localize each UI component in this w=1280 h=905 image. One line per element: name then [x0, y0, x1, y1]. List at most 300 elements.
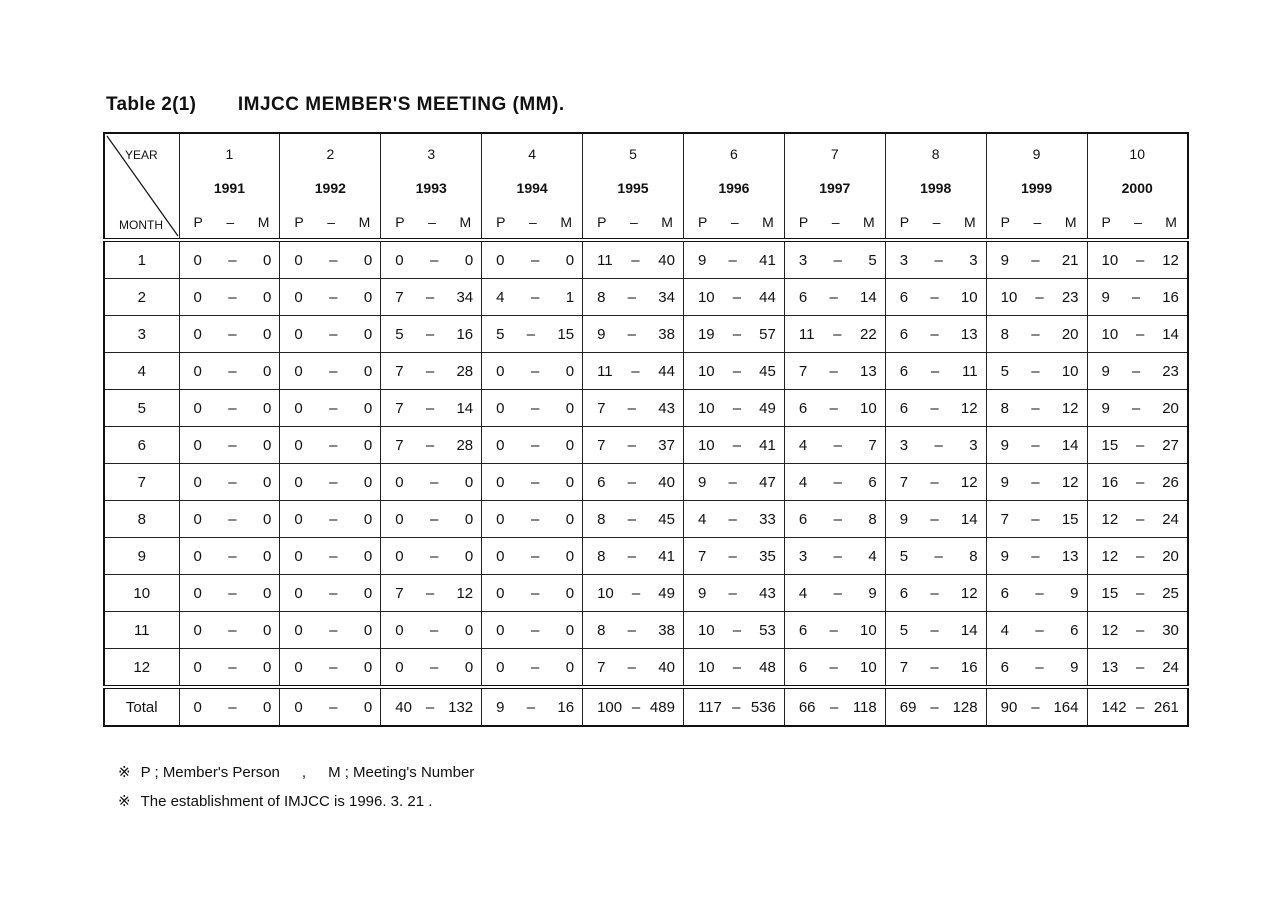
month-label: 1 [104, 240, 179, 279]
pm-cell [986, 575, 1087, 612]
pm-cell [784, 575, 885, 612]
dash: – [228, 325, 237, 343]
m-value: 14 [1061, 436, 1079, 454]
pm-cell [784, 390, 885, 427]
pm-cell [482, 390, 583, 427]
pm-cell [280, 649, 381, 688]
p-value: 0 [496, 251, 505, 269]
dash: – [1136, 251, 1145, 269]
p-value: 0 [294, 436, 303, 454]
dash: – [425, 698, 435, 716]
m-value: 128 [952, 698, 978, 716]
dash: – [1031, 325, 1040, 343]
year-value: 1997 [819, 180, 851, 196]
year-value: 1996 [718, 180, 750, 196]
dash: – [530, 473, 540, 491]
p-value: 7 [395, 399, 404, 417]
p-value: 40 [395, 698, 412, 716]
pm-subheader [280, 214, 380, 232]
p-label: P [496, 214, 506, 230]
m-value: 37 [658, 436, 675, 454]
p-value: 0 [193, 584, 202, 602]
table-row [104, 649, 1188, 688]
year-index: 3 [427, 146, 436, 162]
dash: – [631, 584, 641, 602]
dash: – [627, 547, 636, 565]
pm-cell [583, 390, 684, 427]
p-value: 9 [1101, 288, 1110, 306]
p-value: 0 [496, 547, 505, 565]
year-index: 2 [326, 146, 335, 162]
month-axis-label: MONTH [119, 218, 163, 232]
p-value: 11 [798, 325, 815, 343]
p-value: 0 [496, 399, 505, 417]
pm-cell [583, 464, 684, 501]
footnote-text: The establishment of IMJCC is 1996. 3. 21 . [140, 793, 433, 810]
pm-cell [482, 316, 583, 353]
pm-cell [986, 687, 1087, 726]
m-value: 12 [456, 584, 474, 602]
table-row [104, 612, 1188, 649]
dash: – [1035, 288, 1044, 306]
dash: – [530, 547, 540, 565]
year-index: 10 [1129, 146, 1145, 162]
p-value: 8 [1000, 399, 1009, 417]
m-value: 16 [557, 698, 575, 716]
m-value: 43 [759, 584, 776, 602]
p-value: 69 [899, 698, 917, 716]
pm-cell [784, 501, 885, 538]
pm-cell [986, 240, 1087, 279]
dash: – [934, 436, 943, 454]
pm-cell [381, 464, 482, 501]
p-value: 9 [597, 325, 606, 343]
p-value: 0 [193, 510, 202, 528]
m-value: 12 [1162, 251, 1179, 269]
pm-cell [280, 390, 381, 427]
p-value: 5 [395, 325, 404, 343]
m-value: 8 [969, 547, 978, 565]
dash: – [829, 621, 838, 639]
dash: – [728, 510, 737, 528]
m-value: 0 [565, 436, 575, 454]
p-label: P [294, 214, 304, 230]
p-value: 9 [1101, 362, 1110, 380]
total-row [104, 687, 1188, 726]
p-label: P [395, 214, 405, 230]
footnote-text: , [301, 764, 307, 781]
p-label: P [1101, 214, 1111, 230]
p-value: 6 [798, 510, 808, 528]
p-value: 6 [798, 658, 808, 676]
m-value: 11 [962, 362, 978, 380]
pm-cell [784, 316, 885, 353]
pm-subheader [684, 214, 784, 232]
pm-cell [381, 240, 482, 279]
p-value: 5 [899, 621, 909, 639]
dash: – [728, 251, 737, 269]
m-value: 40 [658, 251, 675, 269]
pm-cell [885, 687, 986, 726]
pm-cell [179, 612, 280, 649]
m-value: 1 [565, 288, 575, 306]
corner-header-cell [104, 133, 179, 240]
pm-cell [1087, 464, 1188, 501]
p-value: 7 [899, 473, 909, 491]
p-value: 0 [294, 510, 303, 528]
year-header-cell [986, 133, 1087, 240]
year-header-cell [381, 133, 482, 240]
pm-cell [784, 649, 885, 688]
pm-cell [482, 240, 583, 279]
p-label: P [697, 214, 708, 230]
pm-cell [986, 501, 1087, 538]
p-value: 4 [697, 510, 707, 528]
dash: – [425, 288, 435, 306]
dash: – [425, 399, 435, 417]
table-row [104, 353, 1188, 390]
dash: – [627, 658, 636, 676]
dash: – [934, 251, 943, 269]
m-value: 30 [1162, 621, 1179, 639]
dash: – [631, 251, 640, 269]
pm-cell [179, 464, 280, 501]
table-row [104, 538, 1188, 575]
pm-cell [583, 353, 684, 390]
m-value: 43 [658, 399, 675, 417]
p-value: 0 [395, 251, 404, 269]
reference-mark-icon: ※ [118, 764, 131, 781]
year-value: 1991 [213, 180, 246, 196]
year-value: 1998 [920, 180, 952, 196]
p-value: 7 [395, 288, 404, 306]
p-value: 0 [294, 584, 303, 602]
pm-cell [1087, 538, 1188, 575]
m-value: 24 [1162, 658, 1179, 676]
m-value: 3 [969, 251, 978, 269]
dash: – [930, 584, 939, 602]
pm-cell [179, 240, 280, 279]
m-value: 35 [759, 547, 776, 565]
m-value: 132 [448, 698, 474, 716]
p-value: 12 [1101, 547, 1119, 565]
m-value: 13 [1061, 547, 1079, 565]
p-value: 10 [697, 399, 715, 417]
dash: – [329, 251, 338, 269]
year-index: 7 [830, 146, 839, 162]
dash: – [1031, 510, 1040, 528]
pm-cell [280, 427, 381, 464]
m-value: 0 [565, 362, 575, 380]
m-value: 49 [658, 584, 675, 602]
p-value: 0 [294, 325, 303, 343]
pm-cell [381, 575, 482, 612]
dash: – [228, 547, 237, 565]
m-value: 0 [263, 436, 272, 454]
month-label: 6 [104, 427, 179, 464]
p-value: 9 [697, 251, 707, 269]
dash: – [627, 399, 636, 417]
m-value: 0 [363, 436, 373, 454]
dash: – [732, 399, 742, 417]
m-value: 40 [658, 473, 675, 491]
year-value: 1995 [617, 180, 649, 196]
year-value: 1993 [415, 180, 447, 196]
dash: – [1035, 584, 1044, 602]
dash: – [430, 621, 439, 639]
pm-cell [885, 353, 986, 390]
dash: – [530, 399, 540, 417]
p-value: 0 [294, 698, 303, 716]
dash: – [728, 584, 737, 602]
p-value: 0 [193, 251, 202, 269]
m-value: 4 [868, 547, 877, 565]
dash-label: – [1134, 214, 1142, 230]
pm-cell [280, 316, 381, 353]
pm-cell [683, 575, 784, 612]
p-value: 7 [899, 658, 909, 676]
m-value: 14 [960, 621, 978, 639]
pm-cell [583, 316, 684, 353]
dash: – [833, 473, 842, 491]
m-value: 0 [565, 621, 575, 639]
dash-label: – [226, 214, 235, 230]
m-value: 0 [565, 510, 575, 528]
dash: – [930, 621, 939, 639]
p-value: 4 [1000, 621, 1009, 639]
pm-cell [885, 279, 986, 316]
p-value: 7 [597, 436, 606, 454]
month-label: 5 [104, 390, 179, 427]
m-label: M [762, 214, 774, 230]
p-value: 6 [899, 325, 909, 343]
pm-cell [885, 649, 986, 688]
dash: – [627, 621, 636, 639]
dash: – [228, 399, 237, 417]
year-index: 9 [1032, 146, 1041, 162]
p-value: 7 [597, 658, 606, 676]
dash: – [329, 547, 338, 565]
m-value: 14 [860, 288, 877, 306]
m-value: 21 [1061, 251, 1079, 269]
m-value: 0 [363, 698, 373, 716]
m-value: 0 [263, 288, 272, 306]
table-row [104, 390, 1188, 427]
pm-cell [280, 687, 381, 726]
pm-cell [683, 279, 784, 316]
dash: – [1031, 251, 1040, 269]
p-value: 9 [1000, 547, 1009, 565]
p-value: 6 [899, 584, 909, 602]
pm-cell [179, 575, 280, 612]
table-row [104, 501, 1188, 538]
m-value: 57 [759, 325, 776, 343]
pm-subheader [180, 214, 280, 232]
year-value: 1994 [516, 180, 548, 196]
m-value: 15 [557, 325, 575, 343]
table-number: Table 2(1) [106, 94, 197, 115]
p-value: 142 [1101, 698, 1127, 716]
m-value: 23 [1162, 362, 1179, 380]
m-value: 41 [759, 251, 776, 269]
p-value: 0 [496, 436, 505, 454]
dash: – [930, 288, 939, 306]
p-value: 7 [395, 436, 404, 454]
month-label: 8 [104, 501, 179, 538]
dash: – [833, 325, 842, 343]
p-value: 11 [597, 362, 613, 380]
p-value: 0 [193, 473, 202, 491]
m-value: 9 [868, 584, 877, 602]
p-value: 0 [294, 473, 303, 491]
dash: – [1031, 473, 1040, 491]
table-name: IMJCC MEMBER'S MEETING (MM). [237, 94, 565, 115]
dash: – [627, 510, 636, 528]
pm-cell [986, 427, 1087, 464]
dash-label: – [831, 214, 840, 230]
pm-cell [683, 353, 784, 390]
m-value: 0 [565, 473, 575, 491]
pm-cell [280, 279, 381, 316]
m-value: 24 [1162, 510, 1179, 528]
m-value: 0 [565, 399, 575, 417]
p-value: 5 [1000, 362, 1009, 380]
p-value: 9 [496, 698, 505, 716]
pm-cell [1087, 612, 1188, 649]
dash: – [425, 584, 435, 602]
pm-cell [1087, 501, 1188, 538]
dash: – [1035, 658, 1044, 676]
m-value: 9 [1070, 658, 1079, 676]
pm-cell [683, 612, 784, 649]
p-value: 0 [294, 621, 303, 639]
pm-cell [1087, 240, 1188, 279]
year-header-cell [784, 133, 885, 240]
m-value: 0 [263, 473, 272, 491]
m-value: 0 [565, 584, 575, 602]
pm-cell [482, 353, 583, 390]
p-value: 0 [193, 658, 202, 676]
dash-label: – [1033, 214, 1042, 230]
dash: – [732, 288, 742, 306]
pm-cell [381, 687, 482, 726]
m-value: 10 [1061, 362, 1079, 380]
p-value: 0 [496, 584, 505, 602]
p-value: 7 [395, 362, 404, 380]
p-value: 0 [294, 658, 303, 676]
dash: – [728, 473, 737, 491]
dash: – [631, 362, 640, 380]
pm-cell [784, 427, 885, 464]
pm-cell [885, 464, 986, 501]
m-value: 0 [464, 510, 474, 528]
p-value: 0 [193, 547, 202, 565]
pm-cell [583, 649, 684, 688]
m-value: 0 [263, 510, 272, 528]
year-header-cell [280, 133, 381, 240]
m-value: 0 [363, 621, 373, 639]
m-value: 261 [1153, 698, 1179, 716]
dash: – [430, 251, 439, 269]
p-value: 15 [1101, 584, 1119, 602]
pm-cell [482, 575, 583, 612]
m-value: 0 [464, 473, 474, 491]
dash: – [425, 362, 435, 380]
p-value: 10 [697, 621, 715, 639]
pm-cell [986, 390, 1087, 427]
dash: – [833, 436, 842, 454]
year-header-cell [179, 133, 280, 240]
pm-cell [1087, 575, 1188, 612]
p-value: 0 [193, 436, 202, 454]
m-value: 118 [852, 698, 877, 716]
m-value: 48 [759, 658, 776, 676]
dash: – [526, 698, 536, 716]
pm-cell [280, 612, 381, 649]
pm-subheader [583, 214, 683, 232]
dash: – [530, 584, 540, 602]
p-value: 0 [294, 547, 303, 565]
dash: – [930, 473, 939, 491]
m-value: 3 [969, 436, 978, 454]
dash-label: – [529, 214, 537, 230]
dash: – [732, 658, 742, 676]
p-value: 9 [1000, 436, 1009, 454]
dash: – [430, 510, 439, 528]
pm-cell [583, 687, 684, 726]
p-value: 6 [798, 399, 808, 417]
pm-cell [1087, 427, 1188, 464]
m-value: 0 [363, 251, 373, 269]
month-label: 3 [104, 316, 179, 353]
dash: – [228, 251, 237, 269]
dash: – [430, 473, 439, 491]
p-value: 6 [899, 399, 909, 417]
meeting-table [103, 132, 1189, 727]
m-value: 6 [868, 473, 877, 491]
dash: – [329, 362, 338, 380]
dash: – [833, 510, 842, 528]
pm-cell [280, 240, 381, 279]
p-value: 6 [899, 362, 909, 380]
pm-cell [1087, 649, 1188, 688]
m-value: 10 [960, 288, 978, 306]
footnote-line [118, 787, 474, 816]
pm-cell [885, 316, 986, 353]
dash: – [526, 325, 536, 343]
m-value: 0 [565, 547, 575, 565]
table-row [104, 240, 1188, 279]
pm-cell [885, 612, 986, 649]
pm-cell [583, 575, 684, 612]
dash: – [930, 399, 939, 417]
dash: – [1136, 436, 1145, 454]
dash: – [829, 362, 838, 380]
m-value: 40 [658, 658, 675, 676]
pm-cell [1087, 316, 1188, 353]
pm-cell [885, 427, 986, 464]
m-value: 16 [456, 325, 474, 343]
m-label: M [863, 214, 875, 230]
p-value: 8 [597, 547, 606, 565]
footnotes [118, 758, 474, 816]
pm-cell [179, 427, 280, 464]
dash: – [930, 510, 939, 528]
pm-cell [381, 501, 482, 538]
m-value: 25 [1162, 584, 1179, 602]
p-value: 9 [697, 584, 707, 602]
year-index: 4 [528, 146, 537, 162]
